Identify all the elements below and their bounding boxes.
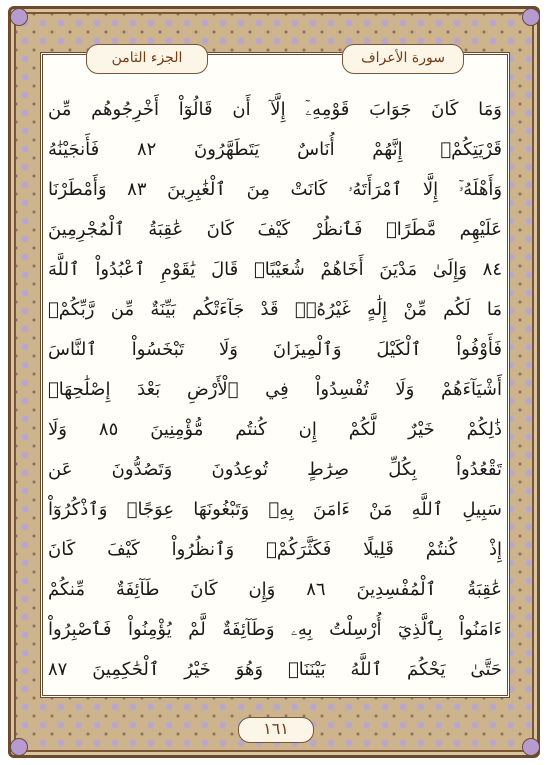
text-line: مَا لَكُم مِّنْ إِلَٰهٍ غَيْرُهُۥۖ قَدْ جَآءَتْكُم بَيِّنَةٌ مِّن رَّبِّكُمْۖ [48, 299, 502, 320]
text-line: ذَٰلِكُمْ خَيْرٌ لَّكُمْ إِن كُنتُم مُّؤْمِنِينَ ٨٥ وَلَا [48, 419, 502, 440]
corner-ornament-icon [10, 738, 28, 756]
text-line: إِذْ كُنتُمْ قَلِيلًا فَكَثَّرَكُمْۖ وَٱنظُرُواْ كَيْفَ كَانَ [48, 539, 502, 560]
page-text [48, 92, 502, 688]
text-line: تَقْعُدُواْ بِكُلِّ صِرَٰطٍ تُوعِدُونَ وَتَصُدُّونَ عَن [48, 459, 502, 480]
text-line: أَشْيَآءَهُمْ وَلَا تُفْسِدُواْ فِي ٱلْأَرْضِ بَعْدَ إِصْلَٰحِهَاۚ [48, 379, 502, 400]
text-line: ءَامَنُواْ بِٱلَّذِيٓ أُرْسِلْتُ بِهِۦ وَطَآئِفَةٌ لَّمْ يُؤْمِنُواْ فَٱصْبِرُواْ [48, 619, 502, 640]
corner-ornament-icon [10, 8, 28, 26]
text-line: ٨٤ وَإِلَىٰ مَدْيَنَ أَخَاهُمْ شُعَيْبًاۗ قَالَ يَٰقَوْمِ ٱعْبُدُواْ ٱللَّهَ [48, 259, 502, 280]
text-line: سَبِيلِ ٱللَّهِ مَنْ ءَامَنَ بِهِۦ وَتَبْغُونَهَا عِوَجًاۚ وَٱذْكُرُوٓاْ [48, 499, 502, 520]
text-line: قَرْيَتِكُمْۖ إِنَّهُمْ أُنَاسٌ يَتَطَهَّرُونَ ٨٢ فَأَنجَيْنَٰهُ [48, 139, 502, 160]
text-line: عَٰقِبَةُ ٱلْمُفْسِدِينَ ٨٦ وَإِن كَانَ طَآئِفَةٌ مِّنكُمْ [48, 579, 502, 600]
page-number: ١٦١ [238, 717, 314, 743]
corner-ornament-icon [522, 738, 540, 756]
surah-label: سورة الأعراف [342, 44, 464, 74]
text-line: عَلَيْهِم مَّطَرًاۖ فَٱنظُرْ كَيْفَ كَانَ عَٰقِبَةُ ٱلْمُجْرِمِينَ [48, 219, 502, 240]
corner-ornament-icon [522, 8, 540, 26]
text-line: فَأَوْفُواْ ٱلْكَيْلَ وَٱلْمِيزَانَ وَلَا تَبْخَسُواْ ٱلنَّاسَ [48, 339, 502, 360]
text-line: وَمَا كَانَ جَوَابَ قَوْمِهِۦٓ إِلَّآ أَن قَالُوٓاْ أَخْرِجُوهُم مِّن [48, 99, 502, 120]
text-line: حَتَّىٰ يَحْكُمَ ٱللَّهُ بَيْنَنَاۚ وَهُوَ خَيْرُ ٱلْحَٰكِمِينَ ٨٧ [48, 659, 502, 680]
text-line: وَأَهْلَهُۥٓ إِلَّا ٱمْرَأَتَهُۥ كَانَتْ مِنَ ٱلْغَٰبِرِينَ ٨٣ وَأَمْطَرْنَا [48, 179, 502, 200]
juz-label: الجزء الثامن [86, 44, 208, 74]
